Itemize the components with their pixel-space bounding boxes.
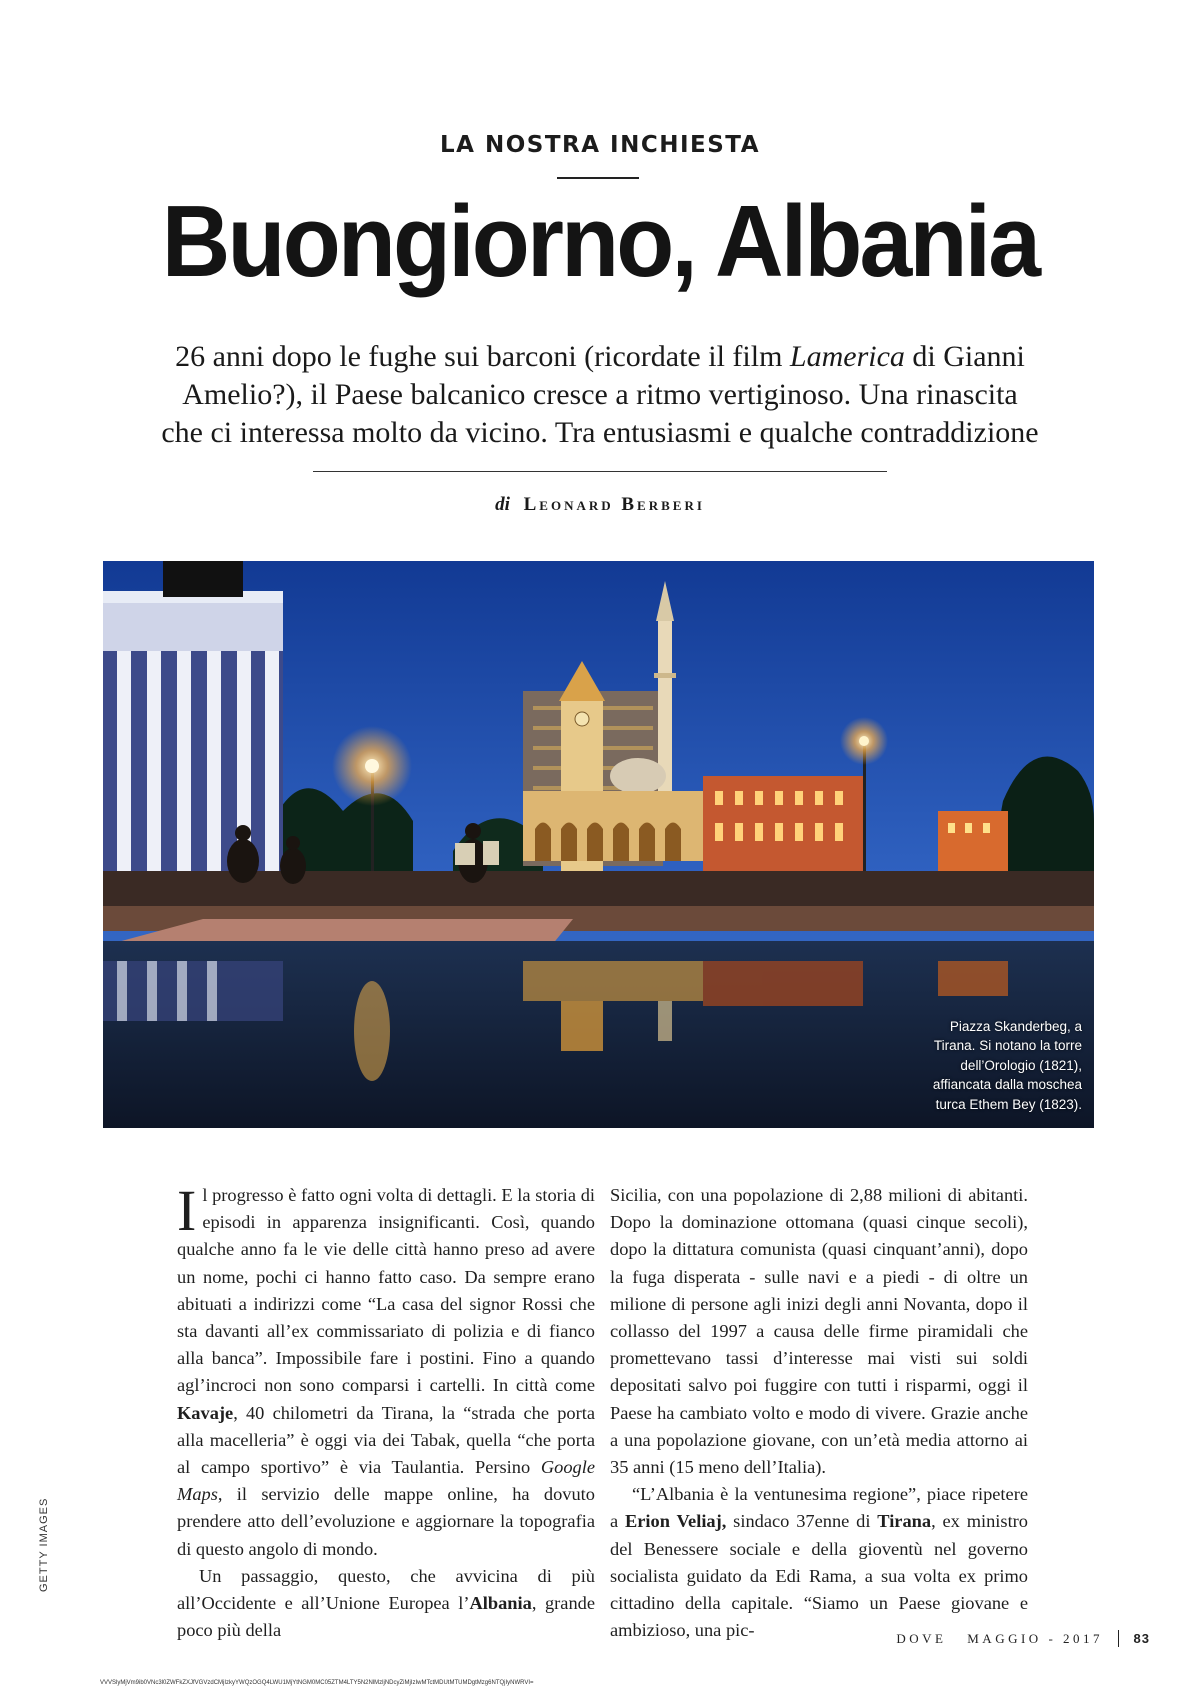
author-name: Leonard Berberi	[523, 494, 705, 515]
p4-bold-2: Tirana	[877, 1511, 932, 1532]
p2-text: Un passaggio, questo, che avvicina di più all’Occidente e all’Unione Europea l’	[177, 1565, 595, 1614]
p4-text: “L’Albania è la ventunesima regione”, piace ripetere a	[610, 1484, 1028, 1532]
p1-bold: Kavaje	[177, 1402, 234, 1423]
magazine-name: DOVE	[896, 1631, 947, 1646]
footer-divider	[1118, 1630, 1119, 1647]
article-column-right	[610, 1182, 1028, 1644]
article-column-left	[177, 1178, 596, 1644]
deck-line2: Amelio?), il Paese balcanico cresce a ritmo vertiginoso. Una rinascita	[182, 378, 1018, 411]
p4-text-c: , ex ministro del Benessere sociale e della gioventù nel governo socialista guidato da Edi Rama, a sua volta ex primo cittadino della capitale. “Siamo un Paese giovane e ambizioso, una pic-	[610, 1511, 1029, 1641]
p1-text: l progresso è fatto ogni volta di dettagli. E la storia di episodi in apparenza insignificanti. Così, quando qualche anno fa le vie delle città hanno preso ad avere un nome, pochi ci hanno fatto caso. Da sempre erano abituati a indirizzi come “La casa del signor Rossi che sta davanti all’ex commissariato di polizia e di fianco alla banca”. Impossibile fare i postini. Fino a quando agl’incroci non sono comparsi i cartelli. In città come	[177, 1185, 595, 1396]
byline-prefix: di	[495, 494, 510, 515]
issue-date: MAGGIO - 2017	[967, 1631, 1104, 1646]
deck-line3: che ci interessa molto da vicino. Tra entusiasmi e qualche contraddizione	[161, 416, 1039, 449]
article-deck	[100, 338, 1100, 452]
page-footer	[896, 1630, 1150, 1647]
deck-line1-after: di Gianni	[904, 340, 1025, 373]
photo-credit: GETTY IMAGES	[38, 1497, 50, 1592]
deck-film-title: Lamerica	[789, 340, 905, 373]
paragraph-2	[177, 1563, 595, 1645]
paragraph-4	[610, 1481, 1028, 1644]
hero-photo	[103, 561, 1094, 1128]
p1-text-b: , 40 chilometri da Tirana, la “strada che porta alla macelleria” è oggi via dei Tabak, quella “che porta al campo sportivo” è via Taulantia. Persino	[177, 1402, 595, 1478]
dropcap: I	[177, 1178, 197, 1243]
paragraph-1	[177, 1178, 595, 1563]
p1-italic: Google Maps	[177, 1457, 595, 1505]
byline	[0, 494, 1200, 516]
paragraph-3: Sicilia, con una popolazione di 2,88 milioni di abitanti. Dopo la dominazione ottomana (quasi cinque secoli), dopo la dittatura comunista (quasi cinquant’anni), dopo la fuga disperata - sulle navi e a piedi - di oltre un milione di persone agli inizi degli anni Novanta, dopo il collasso del 1997 a causa delle firme piramidali che promettevano tassi d’interesse mai visti sui soldi depositati salvo poi fuggire con tutti i risparmi, oggi il Paese ha cambiato volto e modo di vivere. Grazie anche a una popolazione giovane, con un’età media attorno ai 35 anni (15 meno dell’Italia).	[610, 1185, 1028, 1478]
page-number: 83	[1133, 1631, 1150, 1646]
p1-text-c: , il servizio delle mappe online, ha dovuto prendere atto dell’evoluzione e aggiornare la topografia di questo angolo di mondo.	[177, 1484, 595, 1559]
p2-text-b: , grande poco più della	[177, 1593, 596, 1641]
section-kicker: LA NOSTRA INCHIESTA	[439, 132, 760, 158]
photo-caption: Piazza Skanderbeg, a Tirana. Si notano la torre dell’Orologio (1821), affiancata dalla moschea turca Ethem Bey (1823).	[932, 1018, 1082, 1112]
deck-divider	[313, 471, 887, 472]
kicker-divider	[557, 177, 639, 179]
p4-text-b: sindaco 37enne di	[726, 1511, 878, 1532]
p4-bold-1: Erion Veliaj,	[625, 1511, 727, 1532]
print-code: VVVSlyMjVm9ib0VNc3l0ZWFkZXJfVGVzdCMjIzkyYWQzOGQ4LWU1MjYtNGM0MC05ZTM4LTY5N2NlMzljNDcyZiMjIzIwMTctMDUtMTUMDgtMzg6NTQjIyNWRVI=	[100, 1680, 534, 1686]
article-headline: Buongiorno, Albania	[161, 186, 1039, 298]
deck-line1-before: 26 anni dopo le fughe sui barconi (ricordate il film	[175, 340, 790, 373]
p2-bold: Albania	[469, 1593, 532, 1614]
